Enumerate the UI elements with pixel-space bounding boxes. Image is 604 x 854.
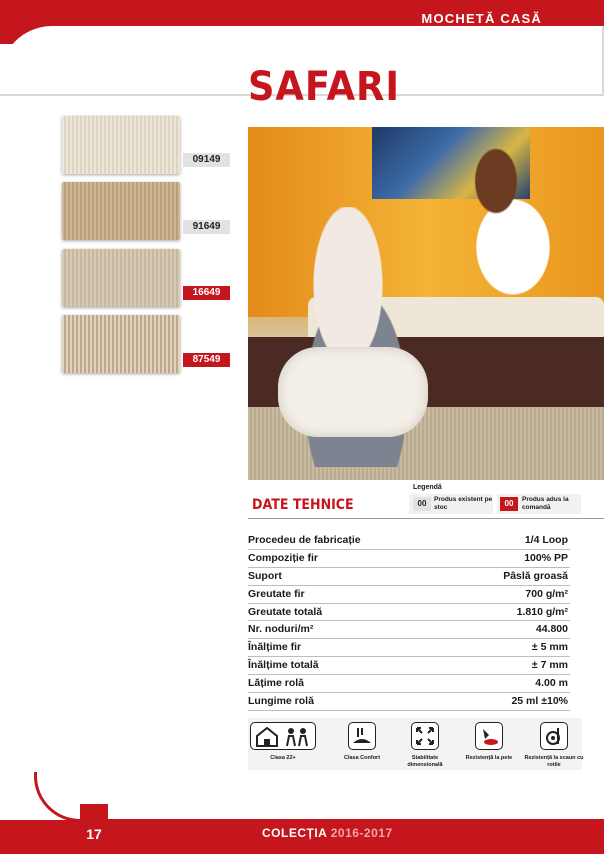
spec-table [248, 532, 570, 711]
spec-label: Compoziție fir [248, 551, 318, 564]
tech-title: DATE TEHNICE [252, 497, 354, 513]
spec-label: Înălțime totală [248, 659, 319, 672]
spec-row [248, 604, 570, 622]
feature-label: Clasa 22+ [270, 755, 296, 761]
spec-label: Greutate fir [248, 587, 305, 600]
spec-row [248, 657, 570, 675]
spec-row [248, 639, 570, 657]
photo-pillow [278, 347, 428, 437]
legend-title: Legendă [413, 484, 442, 491]
legend-stock-code: 00 [413, 497, 431, 511]
page-number: 17 [80, 804, 108, 846]
collection-name: COLECȚIA [262, 826, 327, 840]
spec-label: Suport [248, 569, 282, 582]
swatch-code: 16649 [183, 286, 230, 300]
spec-label: Procedeu de fabricație [248, 534, 361, 546]
feature-label: Rezistență la scaun cu rotile [524, 755, 584, 768]
tech-underline [248, 518, 604, 519]
spec-row [248, 532, 570, 550]
spec-value: 25 ml ±10% [511, 695, 568, 708]
stain-resistance-icon [475, 722, 503, 750]
spec-label: Greutate totală [248, 605, 323, 618]
bottom-curve [34, 772, 604, 822]
spec-row [248, 621, 570, 639]
swatch-code: 91649 [183, 220, 230, 234]
legend-stock-text: Produs existent pe stoc [434, 496, 493, 511]
spec-value: 44.800 [535, 623, 568, 636]
spec-value: 700 g/m² [525, 587, 568, 600]
chair-castor-icon [540, 722, 568, 750]
spec-label: Lățime rolă [248, 677, 305, 690]
carpet-swatch [62, 249, 180, 307]
spec-value: 4.00 m [535, 677, 568, 690]
carpet-swatch [62, 116, 180, 174]
spec-value: Pâslă groasă [503, 569, 568, 582]
house-family-icon [250, 722, 316, 750]
feature-label: Clasa Confort [343, 755, 381, 761]
spec-value: 1/4 Loop [524, 534, 568, 546]
swatch-code: 87549 [183, 353, 230, 367]
photo-woman-on-sofa [428, 137, 598, 337]
collection-label [262, 826, 393, 840]
comfort-icon [348, 722, 376, 750]
dimensional-stability-icon [411, 722, 439, 750]
spec-label: Înălțime fir [248, 641, 302, 654]
carpet-swatch [62, 315, 180, 373]
carpet-swatch [62, 182, 180, 240]
spec-label: Lungime rolă [248, 695, 314, 708]
product-photo [248, 127, 604, 480]
spec-row [248, 693, 570, 711]
spec-label: Nr. noduri/m² [248, 623, 314, 636]
spec-value: 1.810 g/m² [516, 605, 568, 618]
spec-row [248, 568, 570, 586]
category-title: MOCHETĂ CASĂ [421, 11, 542, 26]
feature-label: Rezistență la pete [465, 755, 513, 761]
product-title: SAFARI [248, 64, 400, 110]
spec-row [248, 675, 570, 693]
spec-row [248, 586, 570, 604]
legend-order-text: Produs adus la comandă [522, 496, 569, 511]
spec-row [248, 550, 570, 568]
feature-label: Stabilitate dimensională [407, 755, 443, 768]
collection-years: 2016-2017 [330, 826, 393, 840]
spec-value: ± 5 mm [531, 641, 568, 654]
legend-order-code: 00 [500, 497, 518, 511]
spec-value: ± 7 mm [531, 659, 568, 672]
spec-value: 100% PP [524, 551, 568, 564]
swatch-code: 09149 [183, 153, 230, 167]
